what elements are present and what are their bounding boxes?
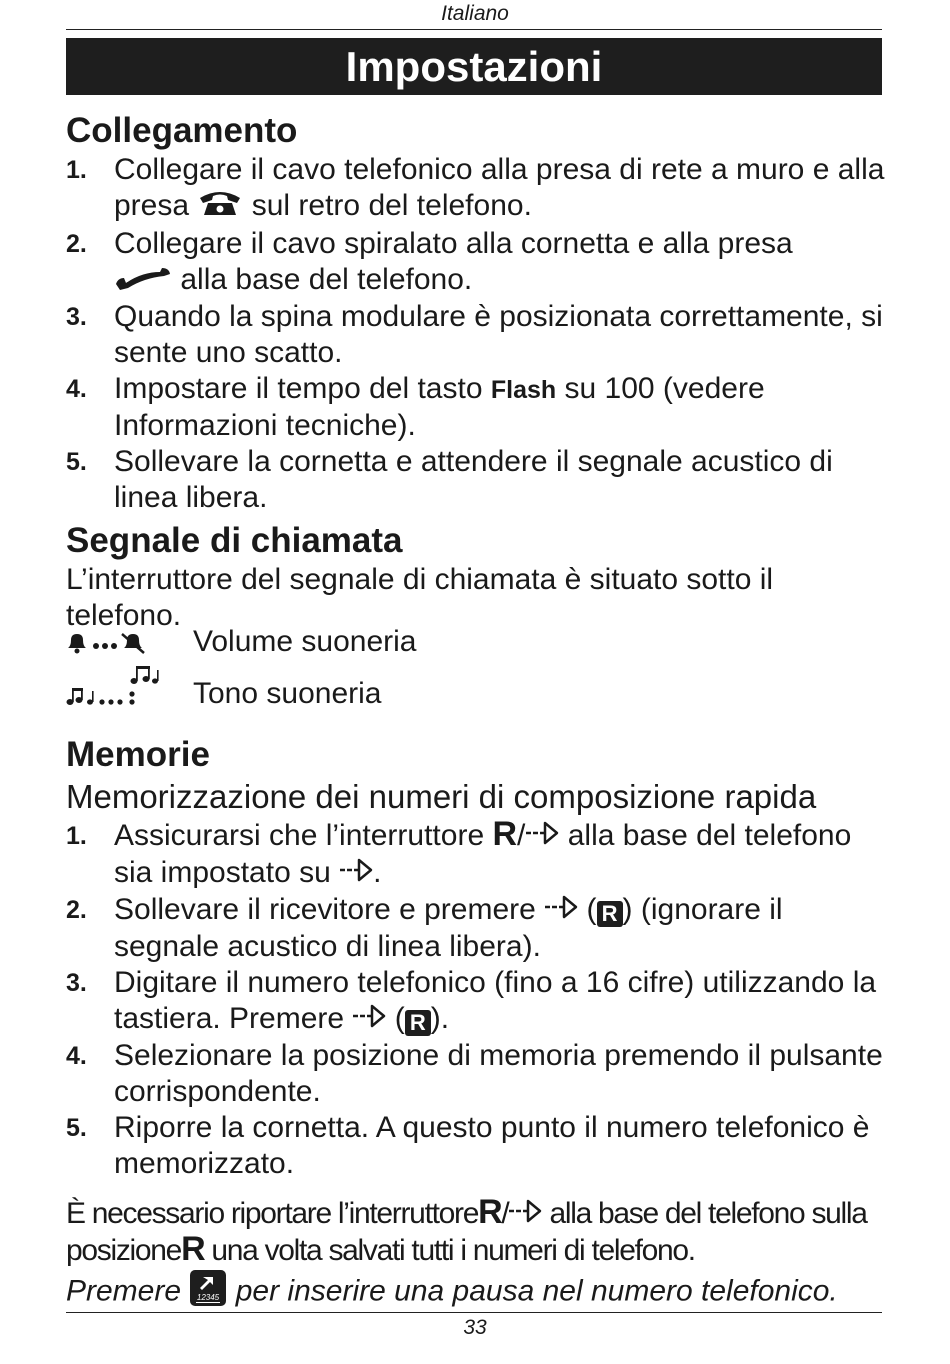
step-text: Quando la spina modulare è posizionata correttamente, si sente uno scatto. xyxy=(114,299,883,369)
step-text: su 100 (vedere Informazioni tecniche). xyxy=(114,371,765,442)
step-number: 3. xyxy=(66,968,87,997)
step-number: 4. xyxy=(66,1041,87,1070)
memorie-steps xyxy=(66,814,886,1182)
handset-icon xyxy=(114,263,172,299)
step-text: Sollevare la cornetta e attendere il segnale acustico di linea libera. xyxy=(114,444,833,514)
list-item xyxy=(66,444,886,516)
ring-volume-row xyxy=(66,620,886,672)
memorie-note xyxy=(66,1192,886,1269)
flash-key-label: Flash xyxy=(490,375,557,404)
step-text: Collegare il cavo telefonico alla presa di rete a muro e alla presa xyxy=(114,153,885,222)
section-heading-segnale: Segnale di chiamata xyxy=(66,520,403,560)
list-item xyxy=(66,371,886,444)
note-text: alla base del telefono sulla posizione xyxy=(66,1196,867,1268)
step-text: Selezionare la posizione di memoria premendo il pulsante corrispondente. xyxy=(114,1038,883,1108)
step-text: Sollevare il ricevitore e premere xyxy=(114,892,536,926)
phone-jack-icon xyxy=(197,189,243,226)
step-text: Riporre la cornetta. A questo punto il numero telefonico è memorizzato. xyxy=(114,1110,870,1180)
section-heading-collegamento: Collegamento xyxy=(66,111,298,150)
r-key-icon: R xyxy=(405,1010,431,1036)
bottom-divider xyxy=(66,1312,882,1313)
collegamento-steps xyxy=(66,152,886,516)
store-arrow-icon xyxy=(544,893,578,929)
page-title: Impostazioni xyxy=(66,38,882,95)
pause-note xyxy=(66,1269,886,1316)
segnale-text: L’interruttore del segnale di chiamata è situato sotto il telefono. xyxy=(66,562,774,632)
pause-key-caption: 12345 xyxy=(197,1293,220,1303)
step-text: . xyxy=(373,855,382,889)
ring-volume-label: Volume suoneria xyxy=(193,624,417,658)
step-number: 2. xyxy=(66,895,87,924)
ring-tone-row xyxy=(66,672,886,724)
store-arrow-icon xyxy=(352,1002,386,1038)
page-content xyxy=(66,110,886,1316)
store-arrow-icon xyxy=(339,856,373,892)
pause-key-icon xyxy=(189,1269,227,1316)
list-item xyxy=(66,152,886,226)
step-text: ( xyxy=(586,892,597,926)
step-number: 2. xyxy=(66,229,87,258)
step-text: ). xyxy=(430,1001,450,1035)
list-item xyxy=(66,1038,886,1110)
section-heading-memorie: Memorie xyxy=(66,734,210,774)
r-key-icon: R xyxy=(597,901,623,927)
step-text: alla base del telefono. xyxy=(180,262,473,296)
note-text: È necessario riportare l’interruttore xyxy=(66,1196,479,1230)
step-text: ) (ignorare il segnale acustico di linea libera). xyxy=(114,892,783,963)
top-divider xyxy=(66,29,882,30)
step-number: 4. xyxy=(66,374,87,403)
r-symbol: R xyxy=(478,1192,502,1231)
step-number: 3. xyxy=(66,302,87,331)
store-arrow-icon xyxy=(525,819,559,855)
step-text: Impostare il tempo del tasto xyxy=(114,371,483,405)
r-symbol: R xyxy=(492,814,518,853)
slash-text: / xyxy=(517,818,526,852)
music-notes-icon xyxy=(66,664,166,719)
ring-tone-label: Tono suoneria xyxy=(193,676,382,710)
page-number: 33 xyxy=(463,1316,487,1339)
step-number: 5. xyxy=(66,1113,87,1142)
pause-text: Premere xyxy=(66,1274,182,1308)
step-text: Digitare il numero telefonico (fino a 16 cifre) utilizzando la tastiera. Premere xyxy=(114,965,877,1035)
step-number: 5. xyxy=(66,447,87,476)
slash-text: / xyxy=(501,1196,509,1230)
step-text: sul retro del telefono. xyxy=(251,189,532,222)
list-item xyxy=(66,965,886,1038)
step-number: 1. xyxy=(66,821,87,850)
store-arrow-icon xyxy=(508,1197,542,1233)
step-text: Assicurarsi che l’interruttore xyxy=(114,818,485,852)
language-label: Italiano xyxy=(441,2,509,25)
memorie-subheading: Memorizzazione dei numeri di composizione rapida xyxy=(66,777,817,815)
step-text: alla base del telefono sia impostato su xyxy=(114,818,852,889)
list-item xyxy=(66,892,886,965)
step-text: ( xyxy=(394,1001,405,1035)
list-item xyxy=(66,814,886,892)
list-item xyxy=(66,1110,886,1182)
r-symbol: R xyxy=(181,1230,205,1269)
step-text: Collegare il cavo spiralato alla cornetta e alla presa xyxy=(114,226,793,260)
list-item xyxy=(66,226,886,299)
bell-volume-icon xyxy=(66,628,152,664)
step-number: 1. xyxy=(66,156,87,184)
list-item xyxy=(66,299,886,371)
note-text: una volta salvati tutti i numeri di telefono. xyxy=(211,1234,695,1268)
pause-text: per inserire una pausa nel numero telefonico. xyxy=(235,1274,838,1308)
